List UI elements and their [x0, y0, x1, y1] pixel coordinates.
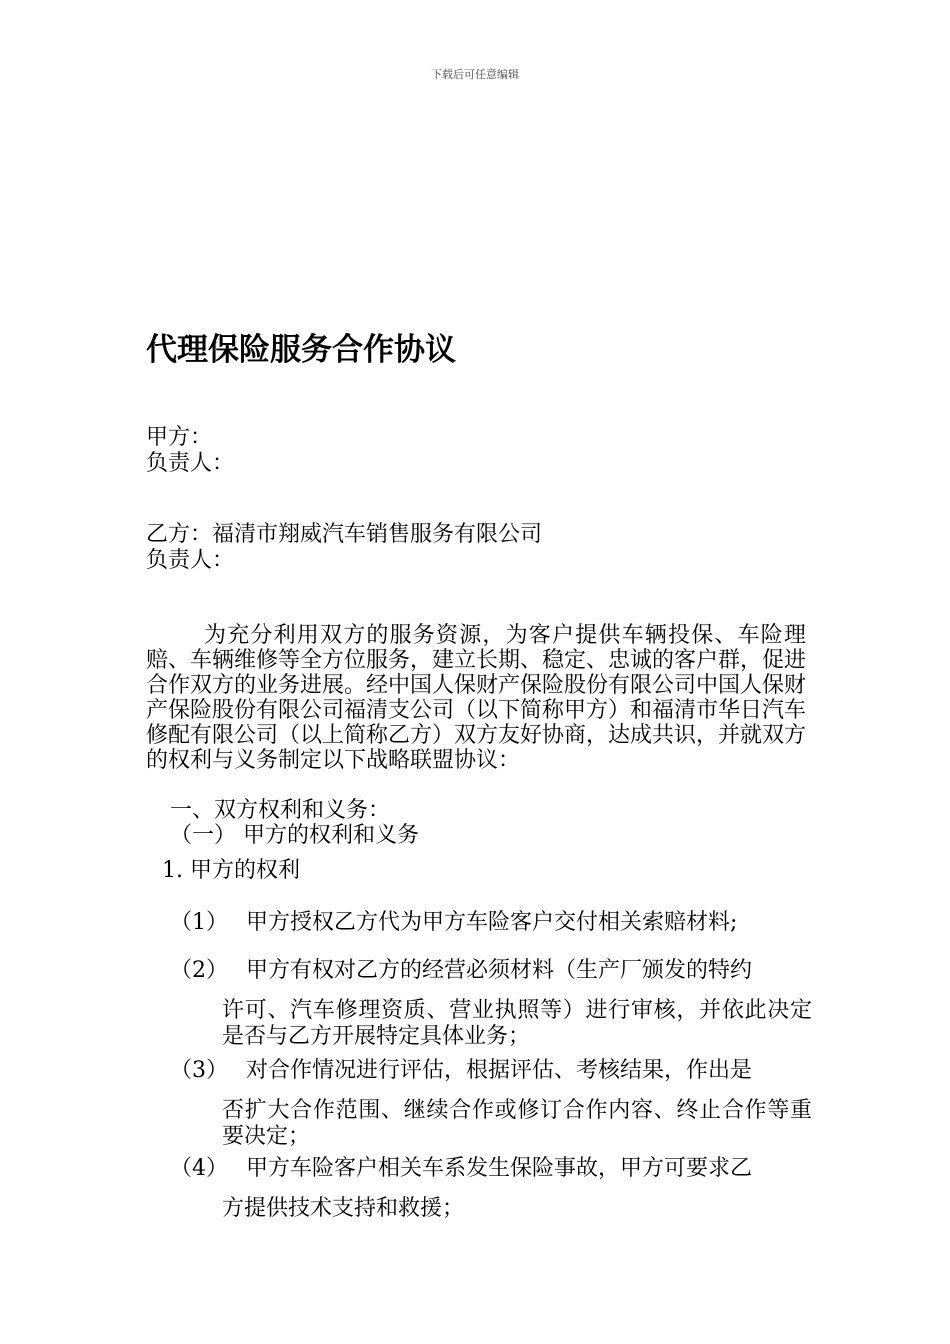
section-heading: 一、双方权利和义务： [170, 798, 391, 823]
document-title: 代理保险服务合作协议 [146, 332, 456, 368]
header-note: 下载后可任意编辑 [431, 68, 519, 81]
item-text-continued: 方提供技术支持和救援； [222, 1196, 465, 1221]
party-a-label: 甲方： [146, 425, 213, 450]
item-text: 甲方车险客户相关车系发生保险事故，甲方可要求乙 [246, 1156, 753, 1181]
list-item [170, 958, 812, 1049]
item-text: 对合作情况进行评估，根据评估、考核结果，作出是 [246, 1058, 753, 1083]
item-number: （3） [170, 1058, 228, 1083]
list-item [170, 1058, 812, 1149]
party-b-representative: 负责人： [146, 548, 235, 573]
party-a-representative: 负责人： [146, 451, 235, 476]
item-text-continued: 否扩大合作范围、继续合作或修订合作内容、终止合作等重要决定； [222, 1098, 812, 1149]
item-text-continued: 许可、汽车修理资质、营业执照等）进行审核，并依此决定是否与乙方开展特定具体业务； [222, 998, 812, 1049]
list-item [170, 1156, 810, 1221]
item-text: 甲方有权对乙方的经营必须材料（生产厂颁发的特约 [246, 958, 753, 983]
list-item [170, 910, 810, 936]
intro-paragraph: 为充分利用双方的服务资源，为客户提供车辆投保、车险理赔、车辆维修等全方位服务，建立长期、稳定、忠诚的客户群，促进合作双方的业务进展。经中国人保财产保险股份有限公司中国人保财产保险股份有限公司福清支公司（以下简称甲方）和福清市华日汽车修配有限公司（以上简称乙方）双方友好协商，达成共识，并就双方的权利与义务制定以下战略联盟协议： [146, 623, 807, 773]
subsection-heading: （一） 甲方的权利和义务 [170, 823, 419, 848]
item-number: （1） [170, 910, 228, 935]
item-number: （2） [170, 958, 228, 983]
rights-heading: 1. 甲方的权利 [162, 858, 300, 883]
item-number: （4） [170, 1156, 228, 1181]
item-text: 甲方授权乙方代为甲方车险客户交付相关索赔材料; [246, 910, 738, 935]
party-b-label: 乙方：福清市翔威汽车销售服务有限公司 [146, 522, 543, 547]
